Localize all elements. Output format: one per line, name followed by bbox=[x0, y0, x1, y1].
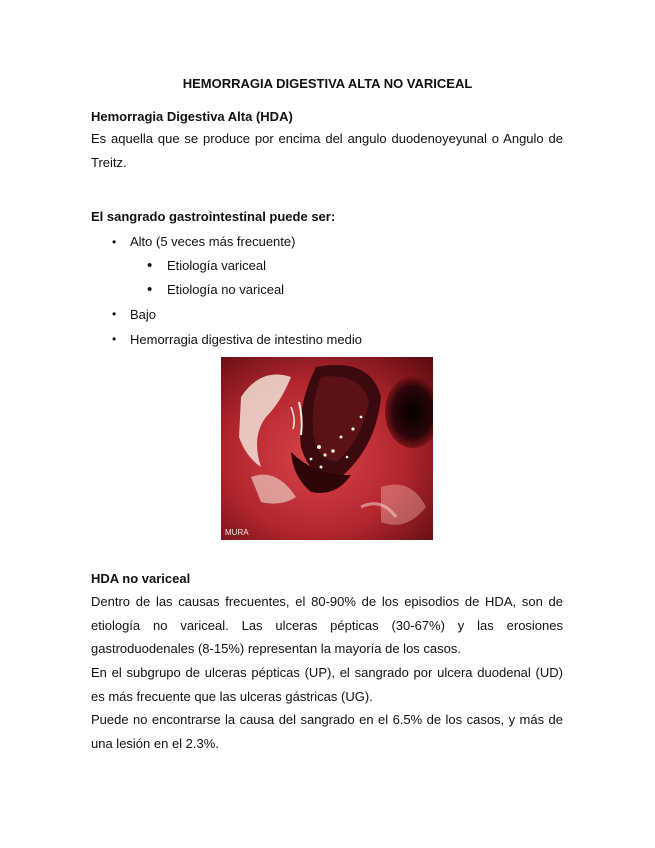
bullet-marker: • bbox=[112, 332, 117, 346]
endoscopy-image bbox=[221, 357, 433, 540]
hda-definition-line2: Treitz. bbox=[91, 155, 127, 170]
paragraph-causa-no-encontrada: Puede no encontrarse la causa del sangrado en el 6.5% de los casos, y más de una lesión en el 2.3%. bbox=[91, 712, 563, 751]
heading-sangrado: El sangrado gastrointestinal puede ser: bbox=[91, 209, 336, 224]
sub-bullet-marker: • bbox=[147, 257, 153, 274]
list-item-medio: Hemorragia digestiva de intestino medio bbox=[130, 332, 362, 347]
paragraph-subgrupo: En el subgrupo de ulceras pépticas (UP), el sangrado por ulcera duodenal (UD) es más frecuente que las ulceras gástricas (UG). bbox=[91, 665, 563, 704]
sub-item-variceal: Etiología variceal bbox=[167, 258, 266, 273]
paragraph-causas: Dentro de las causas frecuentes, el 80-90% de los episodios de HDA, son de etiología no variceal. Las ulceras pépticas (30-67%) y las erosiones gastroduodenales (8-15%) representan la mayoría de los casos. bbox=[91, 594, 563, 656]
document-title: HEMORRAGIA DIGESTIVA ALTA NO VARICEAL bbox=[182, 76, 473, 91]
list-item-bajo: Bajo bbox=[130, 307, 157, 322]
sub-item-no-variceal: Etiología no variceal bbox=[167, 282, 285, 297]
endoscopy-illustration bbox=[221, 357, 433, 540]
image-watermark: MURA bbox=[225, 528, 249, 537]
heading-hda-no-variceal: HDA no variceal bbox=[91, 571, 191, 586]
hda-definition-line1: Es aquella que se produce por encima del angulo duodenoyeyunal o Angulo de bbox=[91, 131, 563, 146]
heading-hda: Hemorragia Digestiva Alta (HDA) bbox=[91, 109, 293, 124]
bullet-marker: • bbox=[112, 307, 117, 321]
list-item-alto: Alto (5 veces más frecuente) bbox=[130, 234, 296, 249]
sub-bullet-marker: • bbox=[147, 281, 153, 298]
bullet-marker: • bbox=[112, 235, 117, 249]
